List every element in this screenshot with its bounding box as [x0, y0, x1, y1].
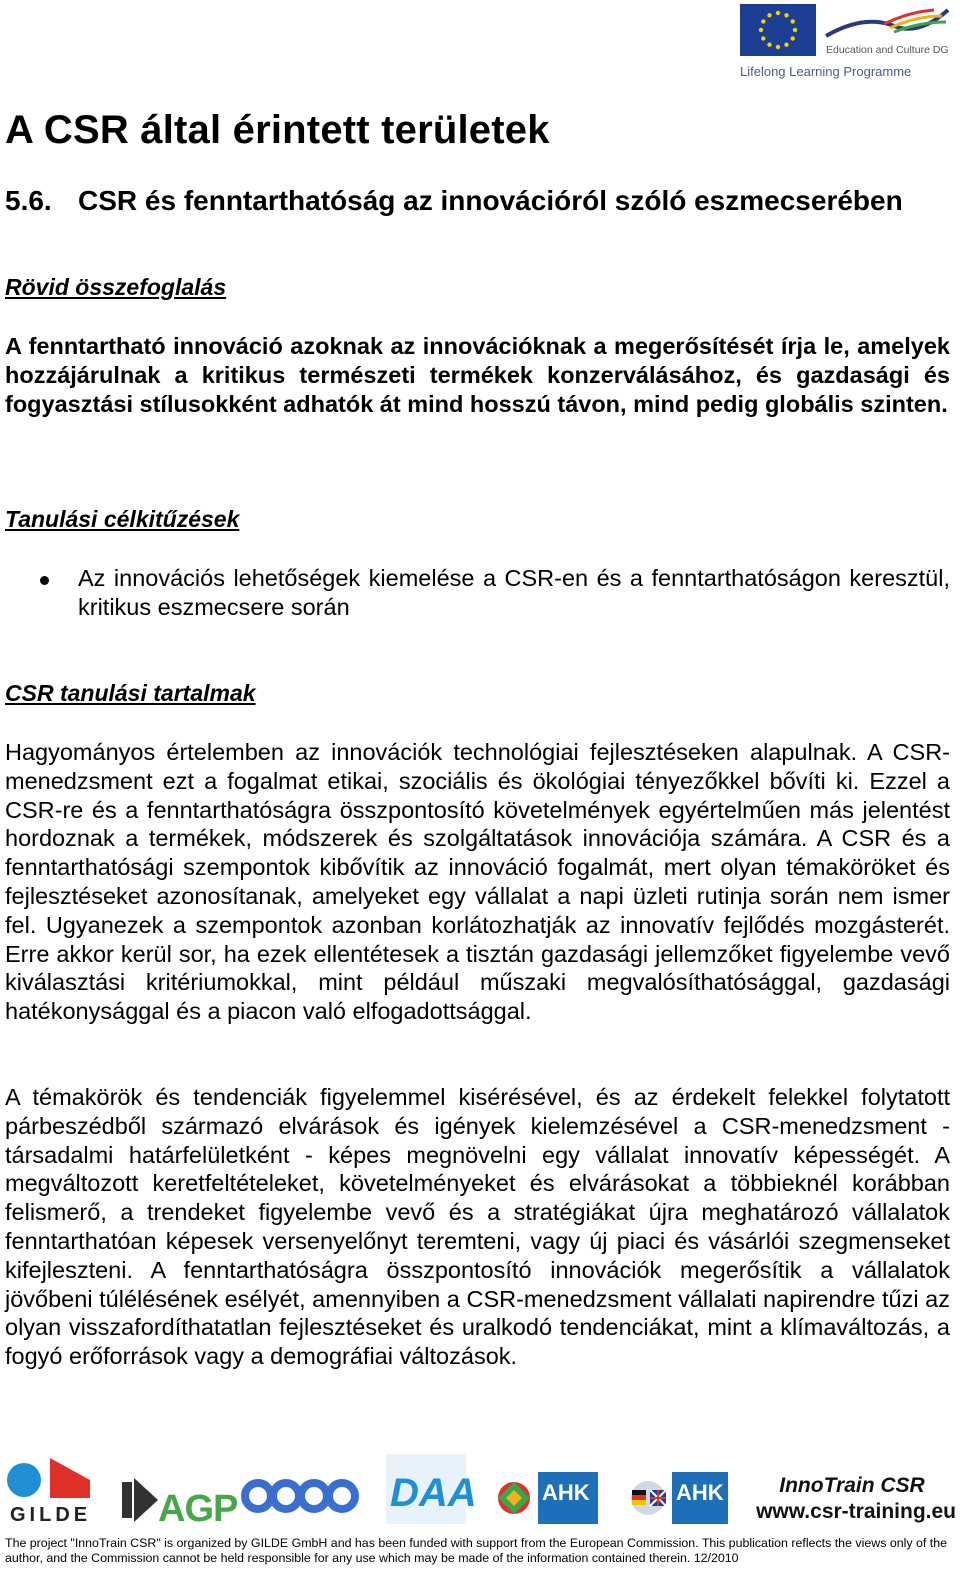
eu-flag-icon	[740, 4, 816, 56]
innotrain-brand	[748, 1474, 956, 1524]
section-subtitle	[5, 185, 903, 217]
cecoa-logo	[240, 1476, 364, 1516]
innotrain-title: InnoTrain CSR	[779, 1474, 925, 1497]
gilde-logo	[6, 1454, 96, 1524]
content-paragraph-2: A témakörök és tendenciák figyelemmel kisérésével, és az érdekelt felekkel folytatott párbeszédből származó elvárások és igények kielemzésével a CSR-menedzsment - társadalmi határfelületként - képes megnövelni egy vállalat innovatív képességét. A megváltozott keretfeltételeket, követelményeket és elvárásokat a többieknél korábban felismerő, a trendeket figyelembe vevő és a stratégiákat újra meghatározó vállalatok fenntarthatóan képesek versenyelőnyt teremteni, vagy új piaci és vásárlói szegmenseket kifejleszteni. A fenntarthatóságra összpontosító innovációk megerősítik a vállalatok jövőbeni túlélésének esélyét, amennyiben a CSR-menedzsment vállalati napirendre tűzi az olyan visszafordíthatatlan fejlesztéseket és uralkodó tendenciákat, mint a klímaváltozás, a fogyó erőforrások vagy a demográfiai változások.	[5, 1084, 950, 1370]
summary-heading: Rövid összefoglalás	[5, 274, 227, 300]
eu-star-icon	[767, 43, 771, 47]
summary-text: A fenntartható innováció azoknak az innovációknak a megerősítését írja le, amelyek hozzájárulnak a kritikus természeti termékek konzerválásához, és gazdasági és fogyasztási stílusokként adhatók át mind hosszú távon, mind pedig globális szinten.	[5, 333, 950, 417]
eu-star-icon	[793, 28, 797, 32]
agp-text: AGP	[158, 1488, 238, 1530]
objectives-heading: Tanulási célkitűzések	[5, 506, 240, 532]
page-title: A CSR által érintett területek	[5, 108, 550, 152]
gilde-text: GILDE	[10, 1504, 92, 1526]
daa-icon	[386, 1454, 477, 1524]
ahk-hungary-logo	[490, 1472, 598, 1524]
education-swoosh-icon	[824, 6, 950, 44]
eu-star-icon	[784, 13, 788, 17]
education-culture-dg-text: Education and Culture DG	[826, 44, 949, 56]
eu-star-icon	[761, 36, 765, 40]
ahk-text: AHK	[542, 1480, 590, 1505]
gilde-shape-icon	[6, 1454, 96, 1502]
eu-star-icon	[767, 13, 771, 17]
daa-logo	[386, 1454, 477, 1524]
lifelong-learning-text: Lifelong Learning Programme	[740, 64, 912, 79]
eu-star-icon	[784, 43, 788, 47]
section-number: 5.6.	[5, 185, 52, 216]
eu-star-icon	[776, 45, 780, 49]
agp-logo	[118, 1468, 238, 1530]
eu-star-icon	[776, 11, 780, 15]
eu-star-icon	[791, 36, 795, 40]
section-subtitle-text: CSR és fenntarthatóság az innovációról szóló eszmecserében	[78, 185, 903, 216]
lifelong-learning-logo	[740, 4, 952, 82]
agp-arrow-icon	[118, 1472, 160, 1528]
footer-disclaimer: The project "InnoTrain CSR" is organized by GILDE GmbH and has been funded with support from the European Commission. This publication reflects the views only of the author, and the Commission cannot be held responsible for any use which may be made of the information contained therein. 12/2010	[5, 1536, 948, 1565]
bullet-icon	[40, 576, 49, 585]
innotrain-url: www.csr-training.eu	[756, 1500, 956, 1523]
ahk-uk-logo	[624, 1472, 728, 1524]
ahk-text: AHK	[676, 1480, 724, 1505]
content-paragraph-1: Hagyományos értelemben az innovációk technológiai fejlesztéseken alapulnak. A CSR-menedzsment ezt a fogalmat etikai, szociális és ökológiai tényezőkkel bővíti ki. Ezzel a CSR-re és a fenntarthatóságra összpontosító követelmények egyértelműen más jelentést hordoznak a termékek, módszerek és szolgáltatások innovációja számára. A CSR és a fenntarthatósági szempontok kibővítik az innováció fogalmát, mert olyan témaköröket és fejlesztéseket azonosítanak, amelyeket egy vállalat a napi üzleti rutinja során nem ismer fel. Ugyanezek a szempontok azonban korlátozhatják az innovatív fejlődés mozgásterét. Erre akkor kerül sor, ha ezek ellentétesek a tisztán gazdasági jellemzőket figyelembe vevő kiválasztási kritériumokkal, mint például műszaki megvalósíthatósággal, gazdasági hatékonysággal és a piacon való elfogadottsággal.	[5, 739, 950, 1025]
eu-star-icon	[791, 19, 795, 23]
svg-text:DAA: DAA	[390, 1471, 477, 1515]
eu-star-icon	[761, 19, 765, 23]
eu-star-icon	[759, 28, 763, 32]
objective-text: Az innovációs lehetőségek kiemelése a CSR-en és a fenntarthatóságon keresztül, kritikus eszmecsere során	[78, 565, 950, 620]
content-heading: CSR tanulási tartalmak	[5, 680, 256, 706]
cecoa-icon	[240, 1476, 364, 1516]
